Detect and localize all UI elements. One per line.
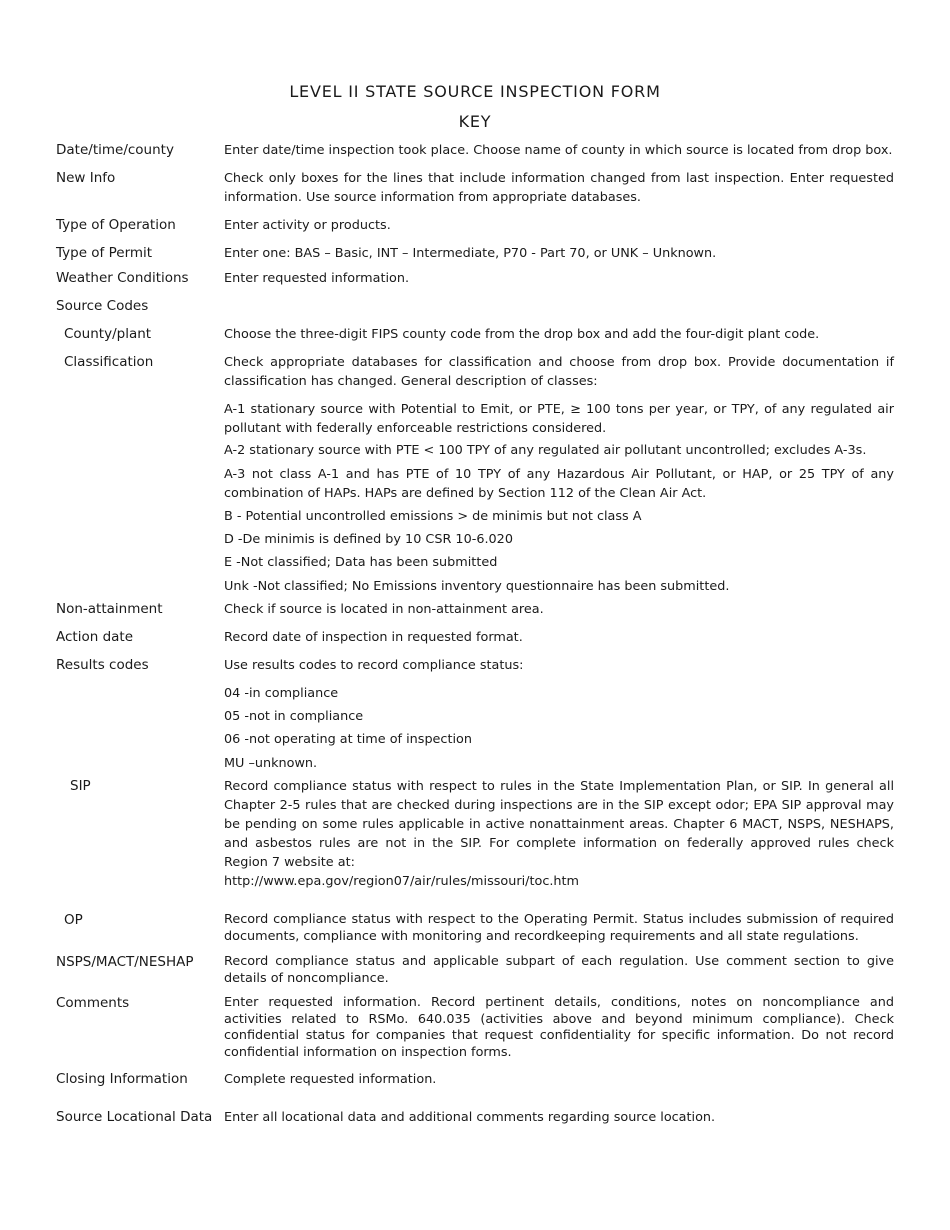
label-sip: SIP xyxy=(70,778,91,794)
text-type-of-operation: Enter activity or products. xyxy=(224,218,391,233)
label-date-time-county: Date/time/county xyxy=(56,142,174,158)
label-action-date: Action date xyxy=(56,629,134,645)
label-comments: Comments xyxy=(56,995,130,1011)
text-action-date: Record date of inspection in requested format. xyxy=(224,630,523,645)
page-subtitle: KEY xyxy=(458,112,492,131)
text-nsps-mact-neshap: Record compliance status and applicable subpart of each regulation. Use comment section to give details of noncompliance. xyxy=(224,954,894,986)
label-weather-conditions: Weather Conditions xyxy=(56,270,189,286)
page-title: LEVEL II STATE SOURCE INSPECTION FORM xyxy=(289,82,661,101)
label-results-codes: Results codes xyxy=(56,657,149,673)
label-closing-information: Closing Information xyxy=(56,1071,188,1087)
class-b: B - Potential uncontrolled emissions > de minimis but not class A xyxy=(224,509,642,524)
text-results-codes: Use results codes to record compliance status: xyxy=(224,658,524,673)
label-source-codes: Source Codes xyxy=(56,298,149,314)
text-source-locational-data: Enter all locational data and additional comments regarding source location. xyxy=(224,1110,716,1125)
label-non-attainment: Non-attainment xyxy=(56,601,163,617)
text-county-plant: Choose the three-digit FIPS county code from the drop box and add the four-digit plant code. xyxy=(224,327,820,342)
label-county-plant: County/plant xyxy=(64,326,152,342)
result-code-06: 06 -not operating at time of inspection xyxy=(224,732,472,747)
text-date-time-county: Enter date/time inspection took place. Choose name of county in which source is located from drop box. xyxy=(224,143,893,158)
result-code-04: 04 -in compliance xyxy=(224,686,339,701)
result-code-mu: MU –unknown. xyxy=(224,756,318,771)
text-sip xyxy=(224,777,894,891)
text-op: Record compliance status with respect to the Operating Permit. Status includes submission of required documents, compliance with monitoring and recordkeeping requirements and all state regulations. xyxy=(224,912,894,944)
text-classification: Check appropriate databases for classification and choose from drop box. Provide documentation if classification has changed. General description of classes: xyxy=(224,355,894,389)
result-code-05: 05 -not in compliance xyxy=(224,709,364,724)
text-type-of-permit: Enter one: BAS – Basic, INT – Intermediate, P70 - Part 70, or UNK – Unknown. xyxy=(224,246,717,261)
text-sip-body: Record compliance status with respect to rules in the State Implementation Plan, or SIP. In general all Chapter 2-5 rules that are checked during inspections are in the SIP except odor; EPA SIP approval may be pending on some rules applicable in active nonattainment areas. Chapter 6 MACT, NSPS, NESHAPS, and asbestos rules are not in the SIP. For complete information on federally approved rules check Region 7 website at: xyxy=(224,779,894,870)
label-op: OP xyxy=(64,912,83,928)
label-type-of-operation: Type of Operation xyxy=(56,217,176,233)
class-d: D -De minimis is defined by 10 CSR 10-6.020 xyxy=(224,532,513,547)
text-closing-information: Complete requested information. xyxy=(224,1072,437,1087)
text-new-info: Check only boxes for the lines that include information changed from last inspection. Enter requested information. Use source information from appropriate databases. xyxy=(224,171,894,205)
text-weather-conditions: Enter requested information. xyxy=(224,271,410,286)
label-new-info: New Info xyxy=(56,170,116,186)
label-type-of-permit: Type of Permit xyxy=(56,245,153,261)
class-a2: A-2 stationary source with PTE < 100 TPY of any regulated air pollutant uncontrolled; excludes A-3s. xyxy=(224,443,867,458)
class-unk: Unk -Not classified; No Emissions inventory questionnaire has been submitted. xyxy=(224,579,730,594)
class-a1: A-1 stationary source with Potential to Emit, or PTE, ≥ 100 tons per year, or TPY, of any regulated air pollutant with federally enforceable restrictions considered. xyxy=(224,402,894,436)
sip-url-link[interactable]: http://www.epa.gov/region07/air/rules/missouri/toc.htm xyxy=(224,874,580,889)
text-non-attainment: Check if source is located in non-attainment area. xyxy=(224,602,544,617)
label-source-locational-data: Source Locational Data xyxy=(56,1109,213,1125)
class-e: E -Not classified; Data has been submitted xyxy=(224,555,498,570)
class-a3: A-3 not class A-1 and has PTE of 10 TPY of any Hazardous Air Pollutant, or HAP, or 25 TPY of any combination of HAPs. HAPs are defined by Section 112 of the Clean Air Act. xyxy=(224,467,894,501)
text-comments: Enter requested information. Record pertinent details, conditions, notes on noncompliance and activities related to RSMo. 640.035 (activities above and beyond minimum compliance). Check confidential status for companies that request confidentiality for specific information. Do not record confidential information on inspection forms. xyxy=(224,995,894,1060)
label-classification: Classification xyxy=(64,354,154,370)
label-nsps-mact-neshap: NSPS/MACT/NESHAP xyxy=(56,954,194,970)
